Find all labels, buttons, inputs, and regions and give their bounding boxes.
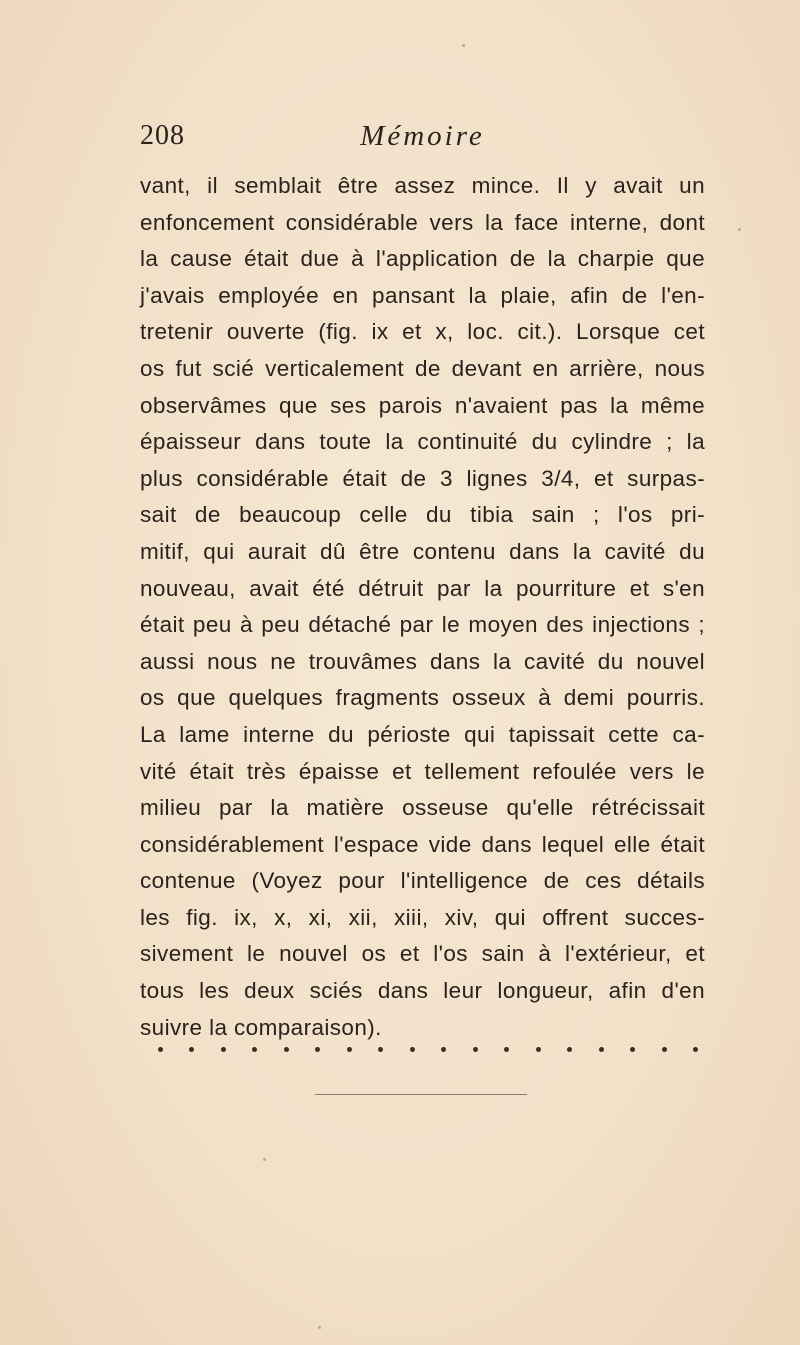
ellipsis-dot (347, 1047, 352, 1052)
running-title: Mémoire (360, 120, 485, 152)
paper-speck (462, 44, 465, 47)
ellipsis-dot (662, 1047, 667, 1052)
body-text (140, 168, 705, 1046)
paper-speck (263, 1158, 266, 1161)
ellipsis-dot (189, 1047, 194, 1052)
text-line: les fig. ix, x, xi, xii, xiii, xiv, qui offrent succes- (140, 904, 705, 930)
text-line: observâmes que ses parois n'avaient pas la même (140, 392, 705, 418)
text-line: milieu par la matière osseuse qu'elle rétrécissait (140, 795, 705, 821)
text-line: sait de beaucoup celle du tibia sain ; l'os pri- (140, 502, 705, 528)
page-header (140, 120, 705, 160)
end-rule (315, 1094, 527, 1095)
text-line: sivement le nouvel os et l'os sain à l'extérieur, et (140, 941, 705, 967)
ellipsis-dot (378, 1047, 383, 1052)
ellipsis-dot (630, 1047, 635, 1052)
page-number: 208 (140, 120, 185, 151)
ellipsis-dot (441, 1047, 446, 1052)
text-line: était peu à peu détaché par le moyen des injections ; (140, 612, 705, 638)
text-line: aussi nous ne trouvâmes dans la cavité du nouvel (140, 648, 705, 674)
text-line: tretenir ouverte (fig. ix et x, loc. cit.). Lorsque cet (140, 319, 705, 345)
ellipsis-dot (599, 1047, 604, 1052)
text-line: épaisseur dans toute la continuité du cylindre ; la (140, 429, 705, 455)
text-line: os fut scié verticalement de devant en arrière, nous (140, 355, 705, 381)
text-line: nouveau, avait été détruit par la pourriture et s'en (140, 575, 705, 601)
text-line: vant, il semblait être assez mince. Il y avait un (140, 173, 705, 198)
paper-speck (318, 1326, 321, 1329)
ellipsis-dot (536, 1047, 541, 1052)
ellipsis-dot (284, 1047, 289, 1052)
ellipsis-dot (221, 1047, 226, 1052)
text-line: considérablement l'espace vide dans lequel elle était (140, 831, 705, 857)
text-line: la cause était due à l'application de la charpie que (140, 246, 705, 272)
ellipsis-dot (410, 1047, 415, 1052)
text-line: os que quelques fragments osseux à demi pourris. (140, 685, 705, 711)
ellipsis-dot (473, 1047, 478, 1052)
ellipsis-dot (252, 1047, 257, 1052)
ellipsis-dot (315, 1047, 320, 1052)
text-line: enfoncement considérable vers la face interne, dont (140, 209, 705, 235)
ellipsis-dot (504, 1047, 509, 1052)
text-line: j'avais employée en pansant la plaie, afin de l'en- (140, 282, 705, 308)
text-line: vité était très épaisse et tellement refoulée vers le (140, 758, 705, 784)
text-line: plus considérable était de 3 lignes 3/4, et surpas- (140, 465, 705, 491)
text-line: La lame interne du périoste qui tapissait cette ca- (140, 721, 705, 747)
ellipsis-dot (158, 1047, 163, 1052)
paper-speck (738, 228, 741, 231)
ellipsis-dot (567, 1047, 572, 1052)
text-line: suivre la comparaison). (140, 1014, 382, 1040)
text-line: contenue (Voyez pour l'intelligence de ces détails (140, 868, 705, 894)
text-line: mitif, qui aurait dû être contenu dans la cavité du (140, 538, 705, 564)
ellipsis-dot (693, 1047, 698, 1052)
ellipsis-dots (158, 1034, 698, 1064)
text-line: tous les deux sciés dans leur longueur, afin d'en (140, 978, 705, 1004)
